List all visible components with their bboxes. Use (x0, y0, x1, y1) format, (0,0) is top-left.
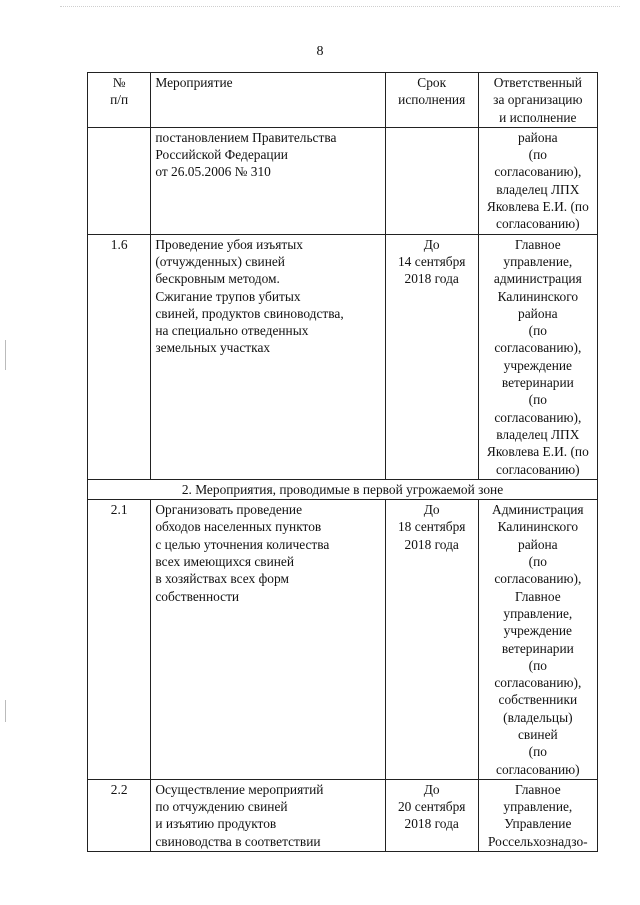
row-responsible (478, 127, 597, 234)
cell-line: свиней (517, 726, 558, 742)
cell-line: (владельцы) (503, 709, 573, 725)
row-num: 2.1 (88, 500, 151, 780)
cell-line: (по (528, 554, 547, 570)
row-num: 1.6 (88, 234, 151, 479)
cell-line: учреждение (503, 357, 572, 373)
cell-line: 18 сентября (397, 519, 466, 535)
cell-line: владелец ЛПХ (496, 426, 580, 442)
row-activity (151, 127, 385, 234)
cell-line: (по (528, 392, 547, 408)
scan-noise-line (60, 6, 620, 9)
row-term (385, 779, 478, 851)
cell-line: согласованию) (496, 461, 580, 477)
cell-line: 14 сентября (397, 253, 466, 269)
cell-line: Администрация (492, 502, 584, 518)
cell-line: согласованию), (494, 340, 582, 356)
cell-line: на специально отведенных (155, 323, 309, 339)
cell-line: ветеринарии (501, 375, 574, 391)
row-activity (151, 779, 385, 851)
cell-line: (по (528, 744, 547, 760)
cell-line: Главное (515, 781, 561, 797)
cell-line: по отчуждению свиней (155, 799, 288, 815)
page-number: 8 (316, 44, 324, 59)
cell-line: свиноводства в соответствии (155, 833, 321, 849)
cell-line: До (423, 502, 440, 518)
table-header-row (88, 73, 598, 128)
cell-line: обходов населенных пунктов (155, 519, 322, 535)
cell-line: собственности (155, 588, 240, 604)
cell-line: бескровным методом. (155, 271, 280, 287)
header-term: Срок исполнения (385, 73, 478, 128)
cell-line: 2018 года (404, 536, 459, 552)
cell-line: До (423, 236, 440, 252)
cell-line: согласованию), (494, 675, 582, 691)
section-title: 2. Мероприятия, проводимые в первой угрожаемой зоне (88, 479, 598, 499)
cell-line: Осуществление мероприятий (155, 781, 324, 797)
cell-line: собственники (498, 692, 578, 708)
cell-line: всех имеющихся свиней (155, 554, 295, 570)
header-num: № п/п (88, 73, 151, 128)
cell-line: Организовать проведение (155, 502, 303, 518)
cell-line: владелец ЛПХ (496, 181, 580, 197)
section-header-row (88, 479, 598, 499)
header-responsible: Ответственный за организацию и исполнение (478, 73, 597, 128)
cell-line: управление, (503, 799, 573, 815)
cell-line: 20 сентября (397, 799, 466, 815)
cell-line: постановлением Правительства (155, 129, 337, 145)
row-responsible (478, 779, 597, 851)
table-row (88, 127, 598, 234)
row-term (385, 234, 478, 479)
cell-line: До (423, 781, 440, 797)
cell-line: 2018 года (404, 816, 459, 832)
row-activity (151, 234, 385, 479)
row-responsible (478, 500, 597, 780)
cell-line: согласованию) (496, 216, 580, 232)
cell-line: Главное (515, 236, 561, 252)
cell-line: земельных участках (155, 340, 271, 356)
header-activity: Мероприятие (151, 73, 385, 128)
cell-line: (по (528, 657, 547, 673)
cell-line: Россельхознадзо- (488, 833, 588, 849)
row-activity (151, 500, 385, 780)
cell-line: района (518, 129, 558, 145)
row-term (385, 500, 478, 780)
cell-line: (отчужденных) свиней (155, 253, 285, 269)
margin-mark (5, 340, 6, 370)
cell-line: управление, (503, 605, 573, 621)
cell-line: Проведение убоя изъятых (155, 236, 303, 252)
row-term (385, 127, 478, 234)
cell-line: (по (528, 323, 547, 339)
cell-line: Калининского (497, 288, 579, 304)
cell-line: Калининского (497, 519, 579, 535)
cell-line: согласованию), (494, 164, 582, 180)
cell-line: Яковлева Е.И. (по (486, 444, 589, 460)
cell-line: ветеринарии (501, 640, 574, 656)
cell-line: 2018 года (404, 271, 459, 287)
cell-line: управление, (503, 253, 573, 269)
row-num: 2.2 (88, 779, 151, 851)
cell-line: в хозяйствах всех форм (155, 571, 289, 587)
cell-line: от 26.05.2006 № 310 (155, 164, 271, 180)
margin-mark (5, 700, 6, 722)
cell-line: администрация (493, 271, 582, 287)
cell-line: свиней, продуктов свиноводства, (155, 305, 344, 321)
table-row (88, 779, 598, 851)
cell-line: Российской Федерации (155, 147, 288, 163)
cell-line: Яковлева Е.И. (по (486, 199, 589, 215)
table-row (88, 234, 598, 479)
cell-line: согласованию), (494, 409, 582, 425)
cell-line: района (518, 536, 558, 552)
cell-line: Сжигание трупов убитых (155, 288, 301, 304)
activities-table (87, 72, 598, 852)
cell-line: с целью уточнения количества (155, 536, 330, 552)
table-row (88, 500, 598, 780)
cell-line: согласованию), (494, 571, 582, 587)
cell-line: и изъятию продуктов (155, 816, 277, 832)
cell-line: района (518, 305, 558, 321)
row-responsible (478, 234, 597, 479)
cell-line: Управление (504, 816, 572, 832)
cell-line: Главное (515, 588, 561, 604)
cell-line: согласованию) (496, 761, 580, 777)
cell-line: (по (528, 147, 547, 163)
row-num (88, 127, 151, 234)
cell-line: учреждение (503, 623, 572, 639)
